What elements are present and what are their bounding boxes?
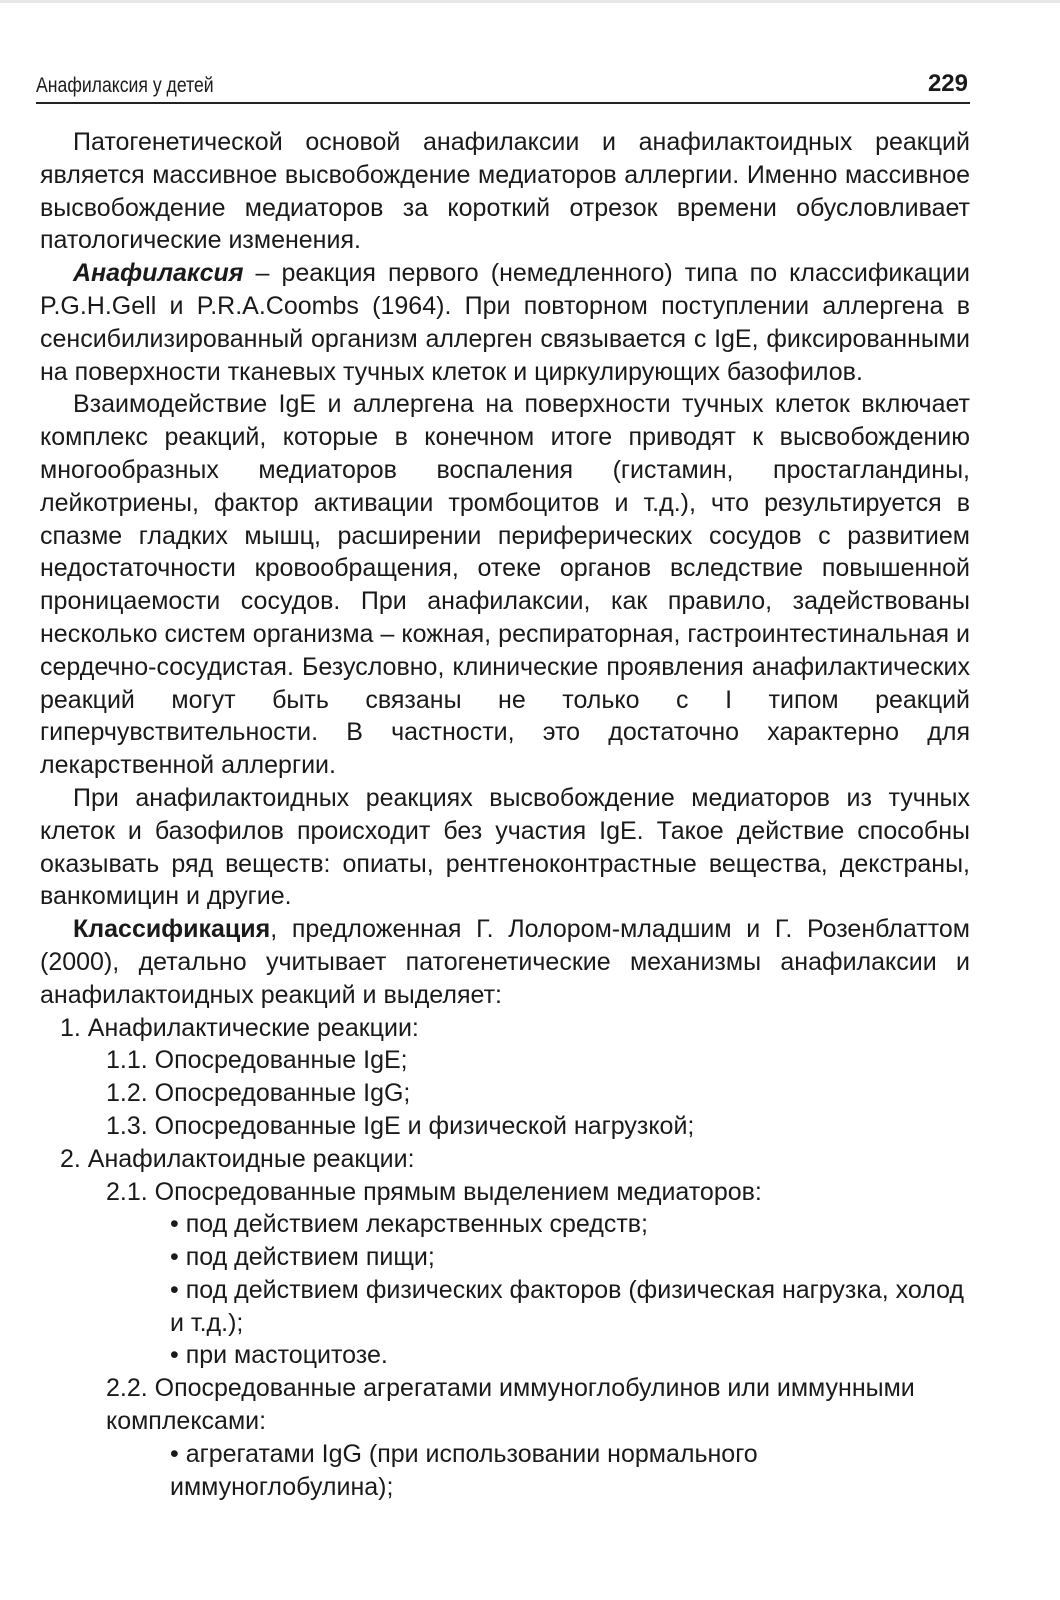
paragraph-anaphylactoid: При анафилактоидных реакциях высвобождение медиаторов из тучных клеток и базофилов происходит без участия IgE. Такое действие способны оказывать ряд веществ: опиаты, рентгеноконтрастные вещества, декстраны, ванкомицин и другие. — [40, 783, 970, 911]
paragraph-intro: Патогенетической основой анафилаксии и анафилактоидных реакций является массивное высвобождение медиаторов аллергии. Именно массивное высвобождение медиаторов за короткий отрезок времени обусловливает патологические изменения. — [40, 128, 970, 255]
paragraph-anaphylaxis-definition — [40, 257, 970, 388]
page-number: 229 — [927, 70, 968, 97]
page-body — [40, 126, 970, 1503]
term-anaphylaxis: Анафилаксия — [73, 259, 244, 288]
term-classification: Классификация — [73, 915, 271, 944]
list-item: 1. Анафилактические реакции: — [60, 1013, 419, 1042]
classification-list — [40, 1012, 970, 1504]
list-item: 2. Анафилактоидные реакции: — [60, 1144, 415, 1173]
running-title: Анафилаксия у детей — [36, 74, 214, 97]
list-item: 2.1. Опосредованные прямым выделением медиаторов: — [106, 1177, 762, 1206]
list-item: • при мастоцитозе. — [170, 1341, 388, 1370]
scan-edge — [0, 0, 1060, 3]
list-item: • под действием физических факторов (физическая нагрузка, холод и т.д.); — [170, 1275, 965, 1337]
classification-text: , предложенная Г. Лолором-младшим и Г. Розенблаттом (2000), детально учитывает патогенетические механизмы анафилаксии и анафилактоидных реакций и выделяет: — [40, 915, 970, 1009]
list-item: 2.2. Опосредованные агрегатами иммуноглобулинов или иммунными комплексами: — [106, 1374, 915, 1436]
definition-text: – реакция первого (немедленного) типа по классификации P.G.H.Gell и P.R.A.Coombs (1964). При повторном поступлении аллергена в сенсибилизированный организм аллерген связывается с IgE, фиксированными на поверхности тканевых тучных клеток и циркулирующих базофилов. — [40, 259, 970, 386]
list-item: • под действием лекарственных средств; — [170, 1210, 649, 1239]
list-item: • агрегатами IgG (при использовании нормального иммуноглобулина); — [170, 1439, 758, 1501]
page-header — [36, 62, 970, 104]
list-item: 1.3. Опосредованные IgE и физической нагрузкой; — [106, 1111, 695, 1140]
list-item: • под действием пищи; — [170, 1243, 435, 1272]
list-item: 1.1. Опосредованные IgE; — [106, 1046, 408, 1075]
paragraph-classification — [40, 913, 970, 1011]
paragraph-mechanism: Взаимодействие IgE и аллергена на поверхности тучных клеток включает комплекс реакций, которые в конечном итоге приводят к высвобождению многообразных медиаторов воспаления (гистамин, простагландины, лейкотриены, фактор активации тромбоцитов и т.д.), что результируется в спазме гладких мышц, расширении периферических сосудов с развитием недостаточности кровообращения, отеке органов вследствие повышенной проницаемости сосудов. При анафилаксии, как правило, задействованы несколько систем организма – кожная, респираторная, гастроинтестинальная и сердечно-сосудистая. Безусловно, клинические проявления анафилактических реакций могут быть связаны не только с I типом реакций гиперчувствительности. В частности, это достаточно характерно для лекарственной аллергии. — [40, 390, 970, 780]
list-item: 1.2. Опосредованные IgG; — [106, 1079, 411, 1108]
